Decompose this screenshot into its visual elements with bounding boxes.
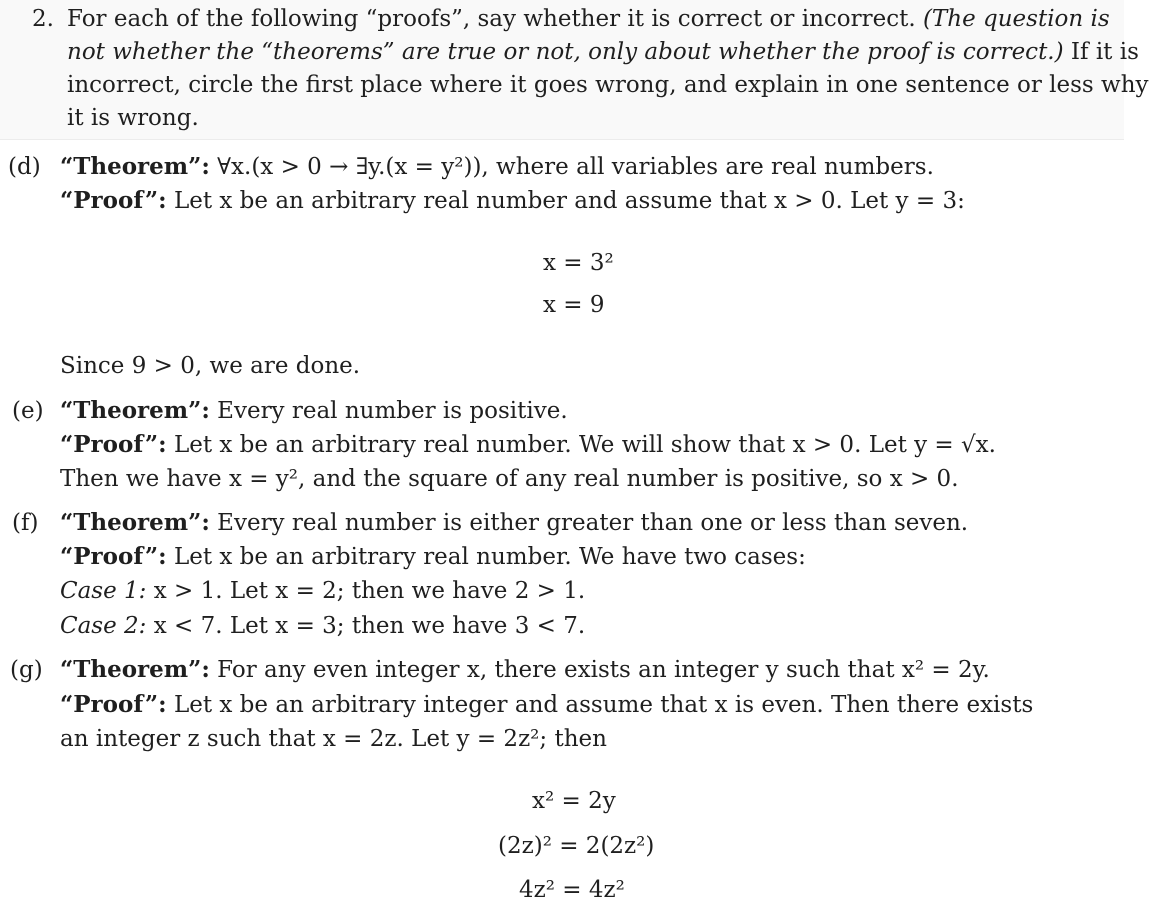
part-f-case-2: Case 2: x < 7. Let x = 3; then we have 3 < 7. bbox=[60, 613, 586, 639]
question-line-1: For each of the following “proofs”, say whether it is correct or incorrect. (The question is bbox=[67, 6, 1110, 32]
part-e-label: (e) bbox=[12, 398, 44, 424]
part-d-label: (d) bbox=[8, 154, 41, 180]
part-e-proof-line-2: Then we have x = y², and the square of any real number is positive, so x > 0. bbox=[60, 466, 959, 492]
question-line-4: it is wrong. bbox=[67, 105, 199, 131]
part-d-conclusion: Since 9 > 0, we are done. bbox=[60, 353, 361, 379]
question-number: 2. bbox=[32, 6, 54, 32]
part-e-theorem: “Theorem”: Every real number is positive. bbox=[60, 397, 568, 424]
part-g-equation-3: 4z² = 4z² bbox=[519, 877, 625, 903]
part-f-theorem: “Theorem”: Every real number is either greater than one or less than seven. bbox=[60, 509, 969, 536]
part-d-equation-2: x = 9 bbox=[543, 292, 605, 318]
part-g-theorem: “Theorem”: For any even integer x, there exists an integer y such that x² = 2y. bbox=[60, 656, 990, 683]
part-f-label: (f) bbox=[12, 510, 39, 536]
part-g-equation-1: x² = 2y bbox=[532, 788, 616, 814]
question-line-3: incorrect, circle the first place where it goes wrong, and explain in one sentence or less why bbox=[67, 72, 1149, 98]
question-note-italic-start: (The question is bbox=[922, 6, 1110, 32]
part-f-proof: “Proof”: Let x be an arbitrary real number. We have two cases: bbox=[60, 543, 806, 570]
question-line-2: not whether the “theorems” are true or not, only about whether the proof is correct.) If it is bbox=[67, 39, 1139, 65]
part-e-proof: “Proof”: Let x be an arbitrary real number. We will show that x > 0. Let y = √x. bbox=[60, 431, 996, 458]
part-g-proof: “Proof”: Let x be an arbitrary integer and assume that x is even. Then there exists bbox=[60, 691, 1034, 718]
part-g-equation-2: (2z)² = 2(2z²) bbox=[498, 833, 655, 859]
part-d-theorem: “Theorem”: ∀x.(x > 0 → ∃y.(x = y²)), where all variables are real numbers. bbox=[60, 153, 934, 180]
part-d-equation-1: x = 3² bbox=[543, 250, 614, 276]
part-g-proof-line-2: an integer z such that x = 2z. Let y = 2z²; then bbox=[60, 726, 607, 752]
part-d-proof: “Proof”: Let x be an arbitrary real number and assume that x > 0. Let y = 3: bbox=[60, 187, 965, 214]
part-g-label: (g) bbox=[10, 657, 43, 683]
part-f-case-1: Case 1: x > 1. Let x = 2; then we have 2 > 1. bbox=[60, 578, 586, 604]
